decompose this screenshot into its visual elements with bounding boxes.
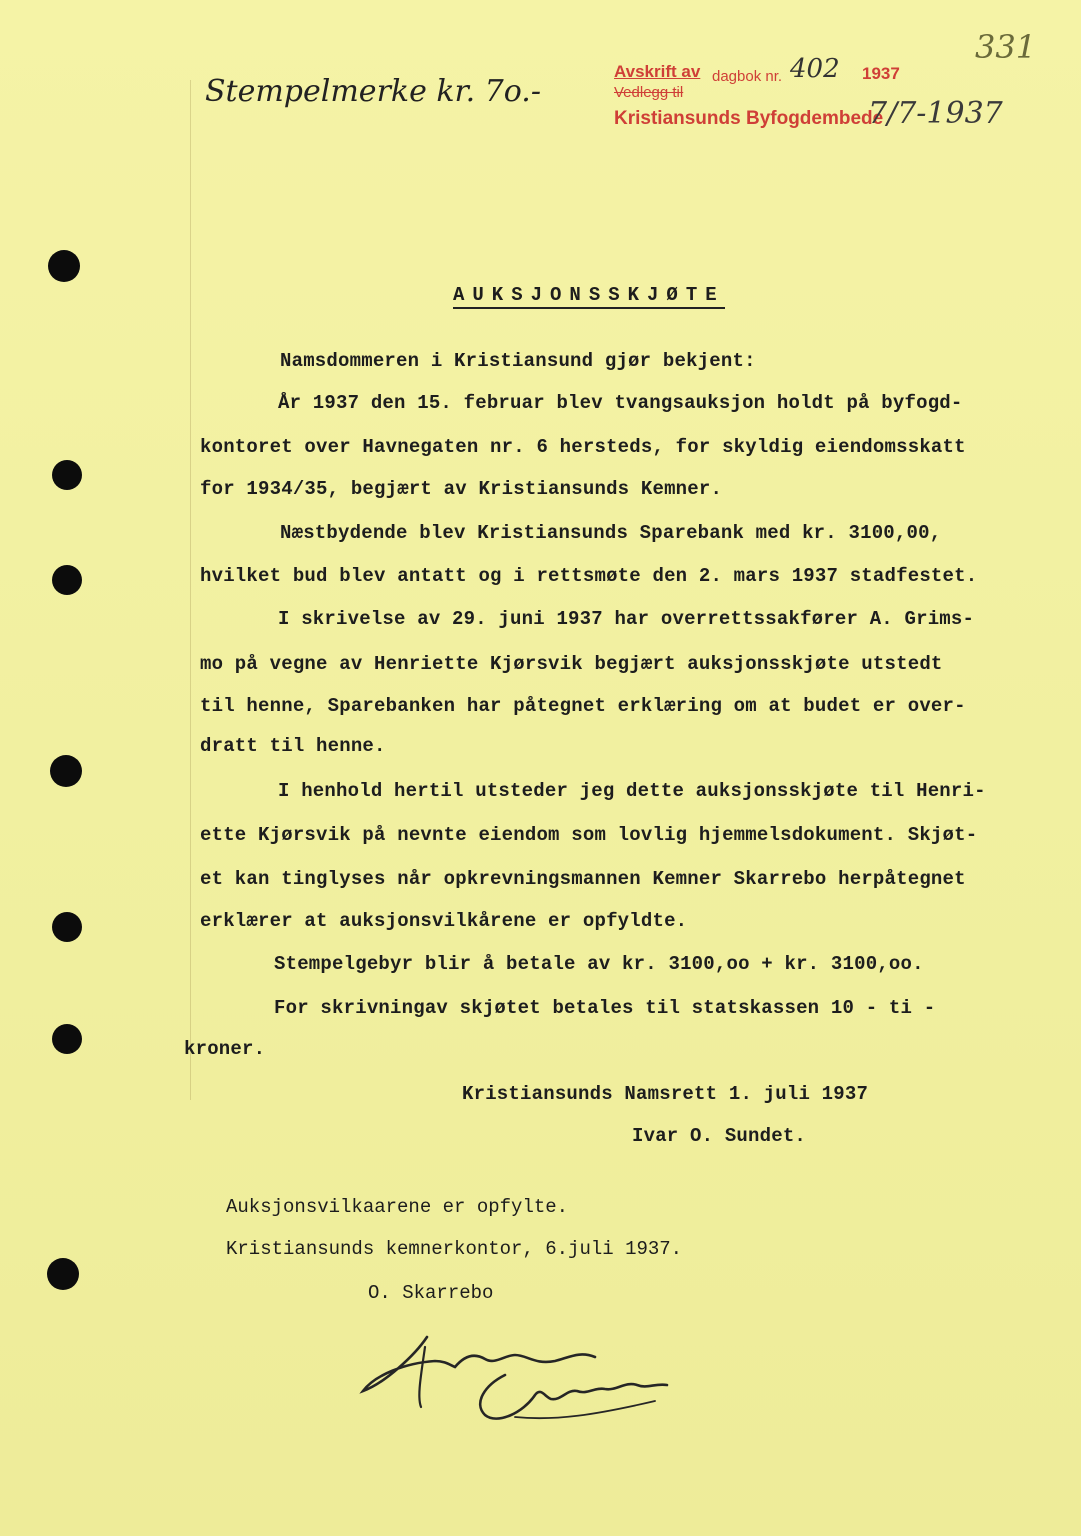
body-line: for 1934/35, begjært av Kristiansunds Kemner. xyxy=(200,478,723,500)
body-line: erklærer at auksjonsvilkårene er opfyldte. xyxy=(200,910,688,932)
footer-line: Auksjonsvilkaarene er opfylte. xyxy=(226,1196,569,1218)
punch-hole xyxy=(50,755,82,787)
footer-line: Kristiansunds kemnerkontor, 6.juli 1937. xyxy=(226,1238,683,1260)
body-line: mo på vegne av Henriette Kjørsvik begjært auksjonsskjøte utstedt xyxy=(200,653,943,675)
punch-hole xyxy=(48,250,80,282)
punch-hole xyxy=(52,565,82,595)
stamp-vedlegg: Vedlegg til xyxy=(614,84,684,101)
stamp-year: 1937 xyxy=(862,64,900,83)
stamp-avskrift: Avskrift av xyxy=(614,62,701,81)
punch-hole xyxy=(47,1258,79,1290)
body-line: År 1937 den 15. februar blev tvangsauksjon holdt på byfogd- xyxy=(278,392,963,414)
body-line: dratt til henne. xyxy=(200,735,386,757)
body-line: et kan tinglyses når opkrevningsmannen Kemner Skarrebo herpåtegnet xyxy=(200,868,966,890)
handwritten-signature xyxy=(355,1325,675,1440)
body-line: til henne, Sparebanken har påtegnet erklæring om at budet er over- xyxy=(200,695,966,717)
dagbok-number: 402 xyxy=(790,54,840,84)
page-number: 331 xyxy=(975,28,1037,66)
body-line: For skrivningav skjøtet betales til statskassen 10 - ti - xyxy=(274,997,936,1019)
body-line: hvilket bud blev antatt og i rettsmøte den 2. mars 1937 stadfestet. xyxy=(200,565,978,587)
body-line: I henhold hertil utsteder jeg dette auksjonsskjøte til Henri- xyxy=(278,780,986,802)
stamp-date: 7/7-1937 xyxy=(868,96,1003,131)
punch-hole xyxy=(52,912,82,942)
punch-hole xyxy=(52,1024,82,1054)
body-line: Namsdommeren i Kristiansund gjør bekjent: xyxy=(280,350,756,372)
body-line: I skrivelse av 29. juni 1937 har overrettssakfører A. Grims- xyxy=(278,608,975,630)
body-line: kroner. xyxy=(184,1038,266,1060)
body-line: Stempelgebyr blir å betale av kr. 3100,oo + kr. 3100,oo. xyxy=(274,953,924,975)
punch-hole xyxy=(52,460,82,490)
margin-rule xyxy=(190,80,191,1100)
document-title: AUKSJONSSKJØTE xyxy=(453,284,725,309)
body-line: Næstbydende blev Kristiansunds Sparebank med kr. 3100,00, xyxy=(280,522,942,544)
stamp-dagbok: dagbok nr. xyxy=(712,68,783,85)
stamp-office: Kristiansunds Byfogdembede xyxy=(614,108,884,129)
footer-signer: O. Skarrebo xyxy=(368,1282,494,1304)
body-line: ette Kjørsvik på nevnte eiendom som lovlig hjemmelsdokument. Skjøt- xyxy=(200,824,978,846)
stamp-fee-handwritten: Stempelmerke kr. 7o.- xyxy=(205,74,541,109)
judge-name: Ivar O. Sundet. xyxy=(632,1125,807,1147)
court-date-line: Kristiansunds Namsrett 1. juli 1937 xyxy=(462,1083,869,1105)
body-line: kontoret over Havnegaten nr. 6 hersteds, for skyldig eiendomsskatt xyxy=(200,436,966,458)
